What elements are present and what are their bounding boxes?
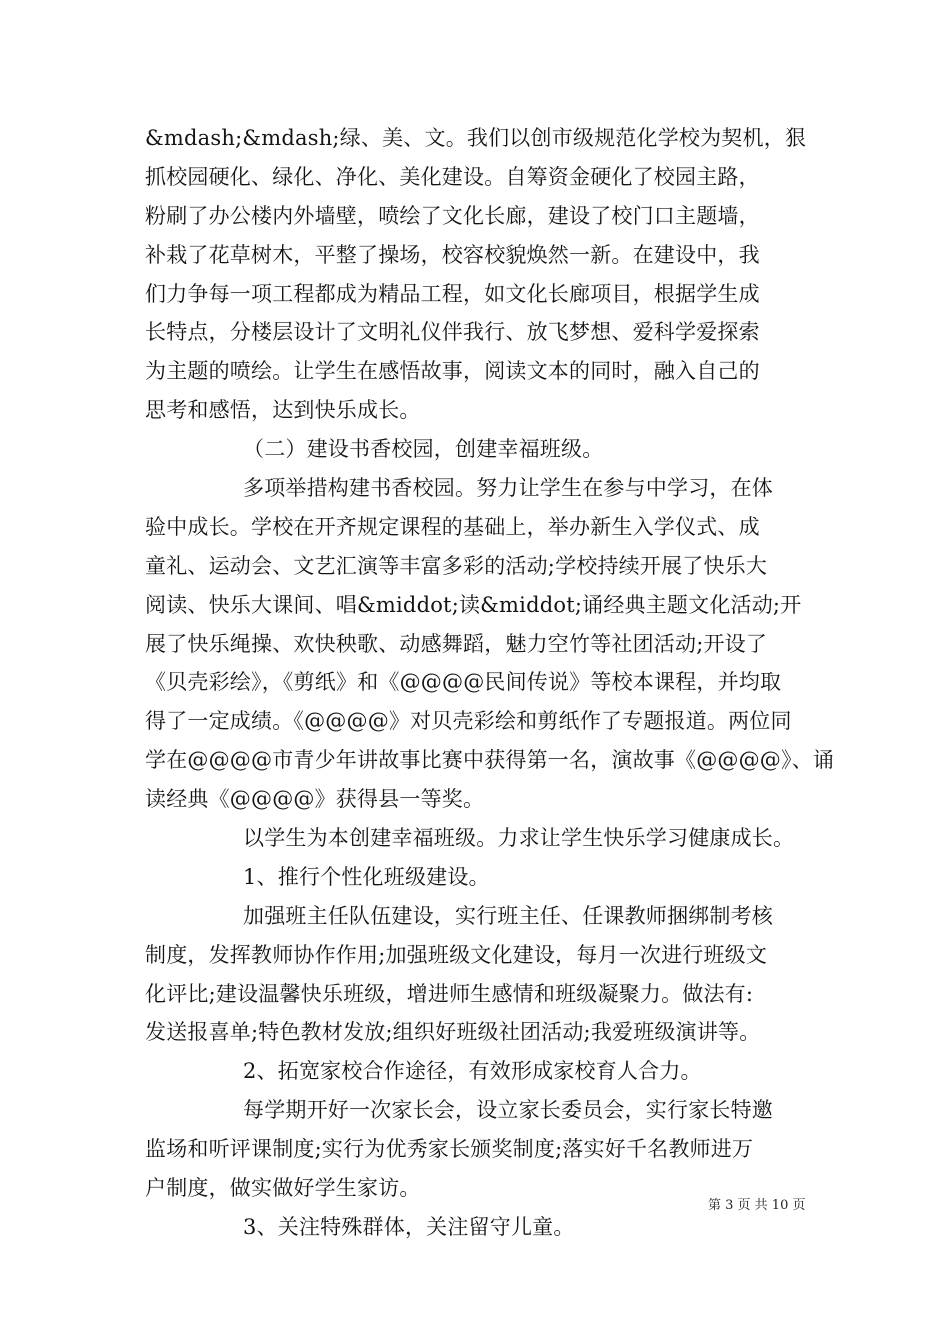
paragraph-line: 童礼、运动会、文艺汇演等丰富多彩的活动;学校持续开展了快乐大 <box>145 554 768 578</box>
paragraph-line: 抓校园硬化、绿化、净化、美化建设。自筹资金硬化了校园主路， <box>145 165 760 189</box>
paragraph-line: 学在@@@@市青少年讲故事比赛中获得第一名，演故事《@@@@》、诵 <box>145 748 835 772</box>
paragraph-line: 以学生为本创建幸福班级。力求让学生快乐学习健康成长。 <box>243 826 795 850</box>
paragraph-line: 《贝壳彩绘》，《剪纸》和《@@@@民间传说》等校本课程，并均取 <box>145 670 782 694</box>
paragraph-line: 读经典《@@@@》获得县一等奖。 <box>145 787 485 811</box>
paragraph-line: 得了一定成绩。《@@@@》对贝壳彩绘和剪纸作了专题报道。两位同 <box>145 709 792 733</box>
paragraph-line: 验中成长。学校在开齐规定课程的基础上，举办新生入学仪式、成 <box>145 515 760 539</box>
paragraph-line: &mdash;&mdash;绿、美、文。我们以创市级规范化学校为契机，狠 <box>145 126 807 150</box>
paragraph-line: 补栽了花草树木，平整了操场，校容校貌焕然一新。在建设中，我 <box>145 243 760 267</box>
paragraph-line: 发送报喜单;特色教材发放;组织好班级社团活动;我爱班级演讲等。 <box>145 1020 761 1044</box>
paragraph-line: 每学期开好一次家长会，设立家长委员会，实行家长特邀 <box>243 1098 773 1122</box>
paragraph-line: 户制度，做实做好学生家访。 <box>145 1176 421 1200</box>
paragraph-line: 监场和听评课制度;实行为优秀家长颁奖制度;落实好千名教师进万 <box>145 1137 754 1161</box>
paragraph-line: 加强班主任队伍建设，实行班主任、任课教师捆绑制考核 <box>243 904 773 928</box>
paragraph-line: 长特点，分楼层设计了文明礼仪伴我行、放飞梦想、爱科学爱探索 <box>145 320 760 344</box>
paragraph-line: 展了快乐绳操、欢快秧歌、动感舞蹈，魅力空竹等社团活动;开设了 <box>145 632 768 656</box>
paragraph-line: 多项举措构建书香校园。努力让学生在参与中学习，在体 <box>243 476 773 500</box>
subsection-heading: 2、拓宽家校合作途径，有效形成家校育人合力。 <box>243 1059 702 1083</box>
page-number: 第 3 页 共 10 页 <box>708 1198 806 1213</box>
paragraph-line: 为主题的喷绘。让学生在感悟故事，阅读文本的同时，融入自己的 <box>145 359 760 383</box>
paragraph-line: 制度，发挥教师协作作用;加强班级文化建设，每月一次进行班级文 <box>145 943 768 967</box>
section-heading: （二）建设书香校园，创建幸福班级。 <box>243 437 604 461</box>
subsection-heading: 1、推行个性化班级建设。 <box>243 865 490 889</box>
paragraph-line: 阅读、快乐大课间、唱&middot;读&middot;诵经典主题文化活动;开 <box>145 593 802 617</box>
paragraph-line: 思考和感悟，达到快乐成长。 <box>145 398 421 422</box>
paragraph-line: 化评比;建设温馨快乐班级，增进师生感情和班级凝聚力。做法有: <box>145 982 754 1006</box>
paragraph-line: 们力争每一项工程都成为精品工程，如文化长廊项目，根据学生成 <box>145 282 760 306</box>
subsection-heading: 3、关注特殊群体，关注留守儿童。 <box>243 1215 575 1239</box>
paragraph-line: 粉刷了办公楼内外墙壁，喷绘了文化长廊，建设了校门口主题墙， <box>145 204 760 228</box>
